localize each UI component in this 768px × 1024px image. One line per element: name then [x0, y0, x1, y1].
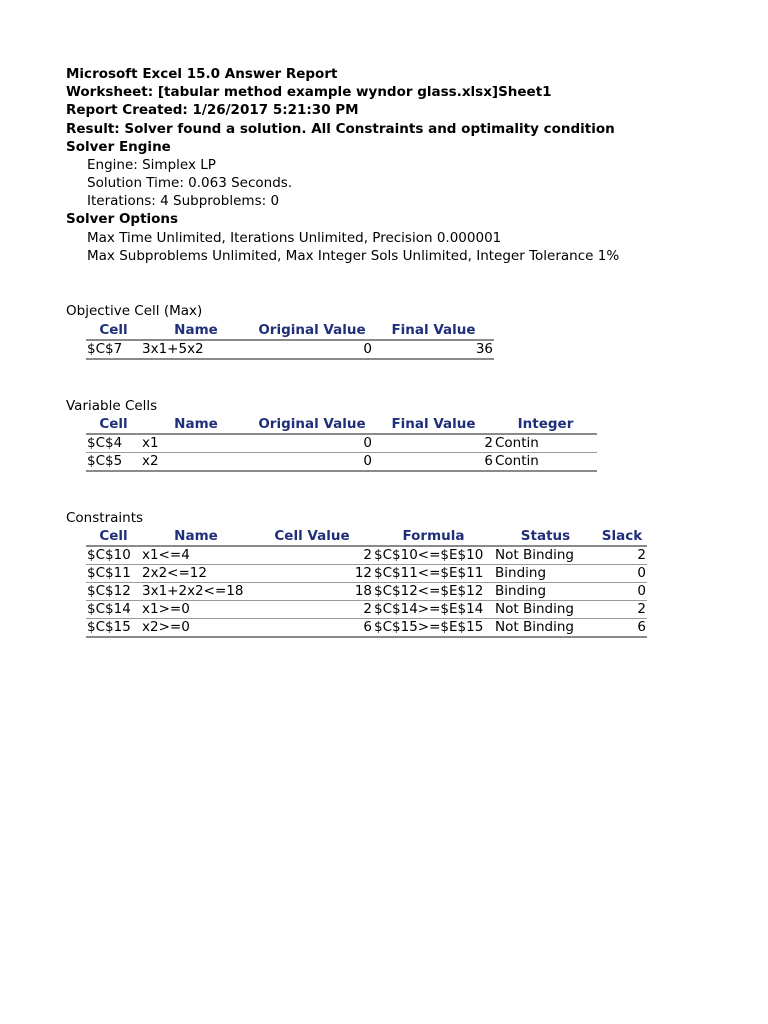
col-header-original-value: Original Value	[251, 321, 373, 340]
options-line-2: Max Subproblems Unlimited, Max Integer Sols Unlimited, Integer Tolerance 1%	[87, 248, 620, 264]
integer-type: Contin	[494, 453, 597, 472]
result-line: Result: Solver found a solution. All Constraints and optimality condition	[66, 121, 615, 137]
status: Not Binding	[494, 546, 597, 565]
cell-ref: $C$10	[86, 546, 141, 565]
cell-name: x1<=4	[141, 546, 251, 565]
col-header-name: Name	[141, 415, 251, 434]
formula: $C$14>=$E$14	[373, 601, 494, 619]
cell-name: x2>=0	[141, 619, 251, 638]
cell-value: 12	[251, 565, 373, 583]
status: Not Binding	[494, 619, 597, 638]
cell-value: 2	[251, 546, 373, 565]
table-row	[86, 340, 494, 359]
engine-type: Engine: Simplex LP	[87, 157, 216, 173]
slack: 2	[597, 546, 647, 565]
solver-options-title: Solver Options	[66, 211, 179, 227]
solver-engine-title: Solver Engine	[66, 139, 171, 155]
col-header-name: Name	[141, 527, 251, 546]
formula: $C$10<=$E$10	[373, 546, 494, 565]
slack: 6	[597, 619, 647, 638]
col-header-integer: Integer	[494, 415, 597, 434]
formula: $C$11<=$E$11	[373, 565, 494, 583]
status: Not Binding	[494, 601, 597, 619]
cell-name: x1>=0	[141, 601, 251, 619]
slack: 0	[597, 583, 647, 601]
objective-label: Objective Cell (Max)	[66, 303, 203, 319]
constraints-table	[86, 527, 647, 638]
final-value: 2	[373, 434, 494, 453]
col-header-final-value: Final Value	[373, 321, 494, 340]
cell-ref: $C$15	[86, 619, 141, 638]
options-line-1: Max Time Unlimited, Iterations Unlimited, Precision 0.000001	[87, 230, 502, 246]
status: Binding	[494, 583, 597, 601]
solution-time: Solution Time: 0.063 Seconds.	[87, 175, 293, 191]
cell-ref: $C$4	[86, 434, 141, 453]
cell-name: x2	[141, 453, 251, 472]
final-value: 6	[373, 453, 494, 472]
cell-name: 3x1+5x2	[141, 340, 251, 359]
slack: 2	[597, 601, 647, 619]
cell-ref: $C$14	[86, 601, 141, 619]
variables-table	[86, 415, 597, 472]
table-row	[86, 453, 597, 472]
col-header-slack: Slack	[597, 527, 647, 546]
slack: 0	[597, 565, 647, 583]
status: Binding	[494, 565, 597, 583]
col-header-cell: Cell	[86, 415, 141, 434]
original-value: 0	[251, 340, 373, 359]
cell-value: 2	[251, 601, 373, 619]
constraints-label: Constraints	[66, 510, 144, 526]
original-value: 0	[251, 434, 373, 453]
constraints-header-row	[86, 527, 647, 546]
formula: $C$12<=$E$12	[373, 583, 494, 601]
table-row	[86, 434, 597, 453]
col-header-formula: Formula	[373, 527, 494, 546]
col-header-cell: Cell	[86, 527, 141, 546]
report-created-line: Report Created: 1/26/2017 5:21:30 PM	[66, 102, 359, 118]
final-value: 36	[373, 340, 494, 359]
col-header-cell: Cell	[86, 321, 141, 340]
cell-value: 6	[251, 619, 373, 638]
iterations-info: Iterations: 4 Subproblems: 0	[87, 193, 280, 209]
col-header-original-value: Original Value	[251, 415, 373, 434]
variables-label: Variable Cells	[66, 398, 158, 414]
cell-name: x1	[141, 434, 251, 453]
col-header-status: Status	[494, 527, 597, 546]
cell-ref: $C$5	[86, 453, 141, 472]
objective-table	[86, 321, 494, 360]
table-row	[86, 583, 647, 601]
report-title: Microsoft Excel 15.0 Answer Report	[66, 66, 338, 82]
cell-ref: $C$12	[86, 583, 141, 601]
cell-name: 2x2<=12	[141, 565, 251, 583]
objective-header-row	[86, 321, 494, 340]
col-header-final-value: Final Value	[373, 415, 494, 434]
col-header-name: Name	[141, 321, 251, 340]
table-row	[86, 619, 647, 638]
worksheet-line: Worksheet: [tabular method example wyndor glass.xlsx]Sheet1	[66, 84, 552, 100]
table-row	[86, 565, 647, 583]
variables-header-row	[86, 415, 597, 434]
cell-name: 3x1+2x2<=18	[141, 583, 251, 601]
cell-ref: $C$11	[86, 565, 141, 583]
cell-value: 18	[251, 583, 373, 601]
col-header-cell-value: Cell Value	[251, 527, 373, 546]
integer-type: Contin	[494, 434, 597, 453]
table-row	[86, 546, 647, 565]
formula: $C$15>=$E$15	[373, 619, 494, 638]
table-row	[86, 601, 647, 619]
original-value: 0	[251, 453, 373, 472]
cell-ref: $C$7	[86, 340, 141, 359]
